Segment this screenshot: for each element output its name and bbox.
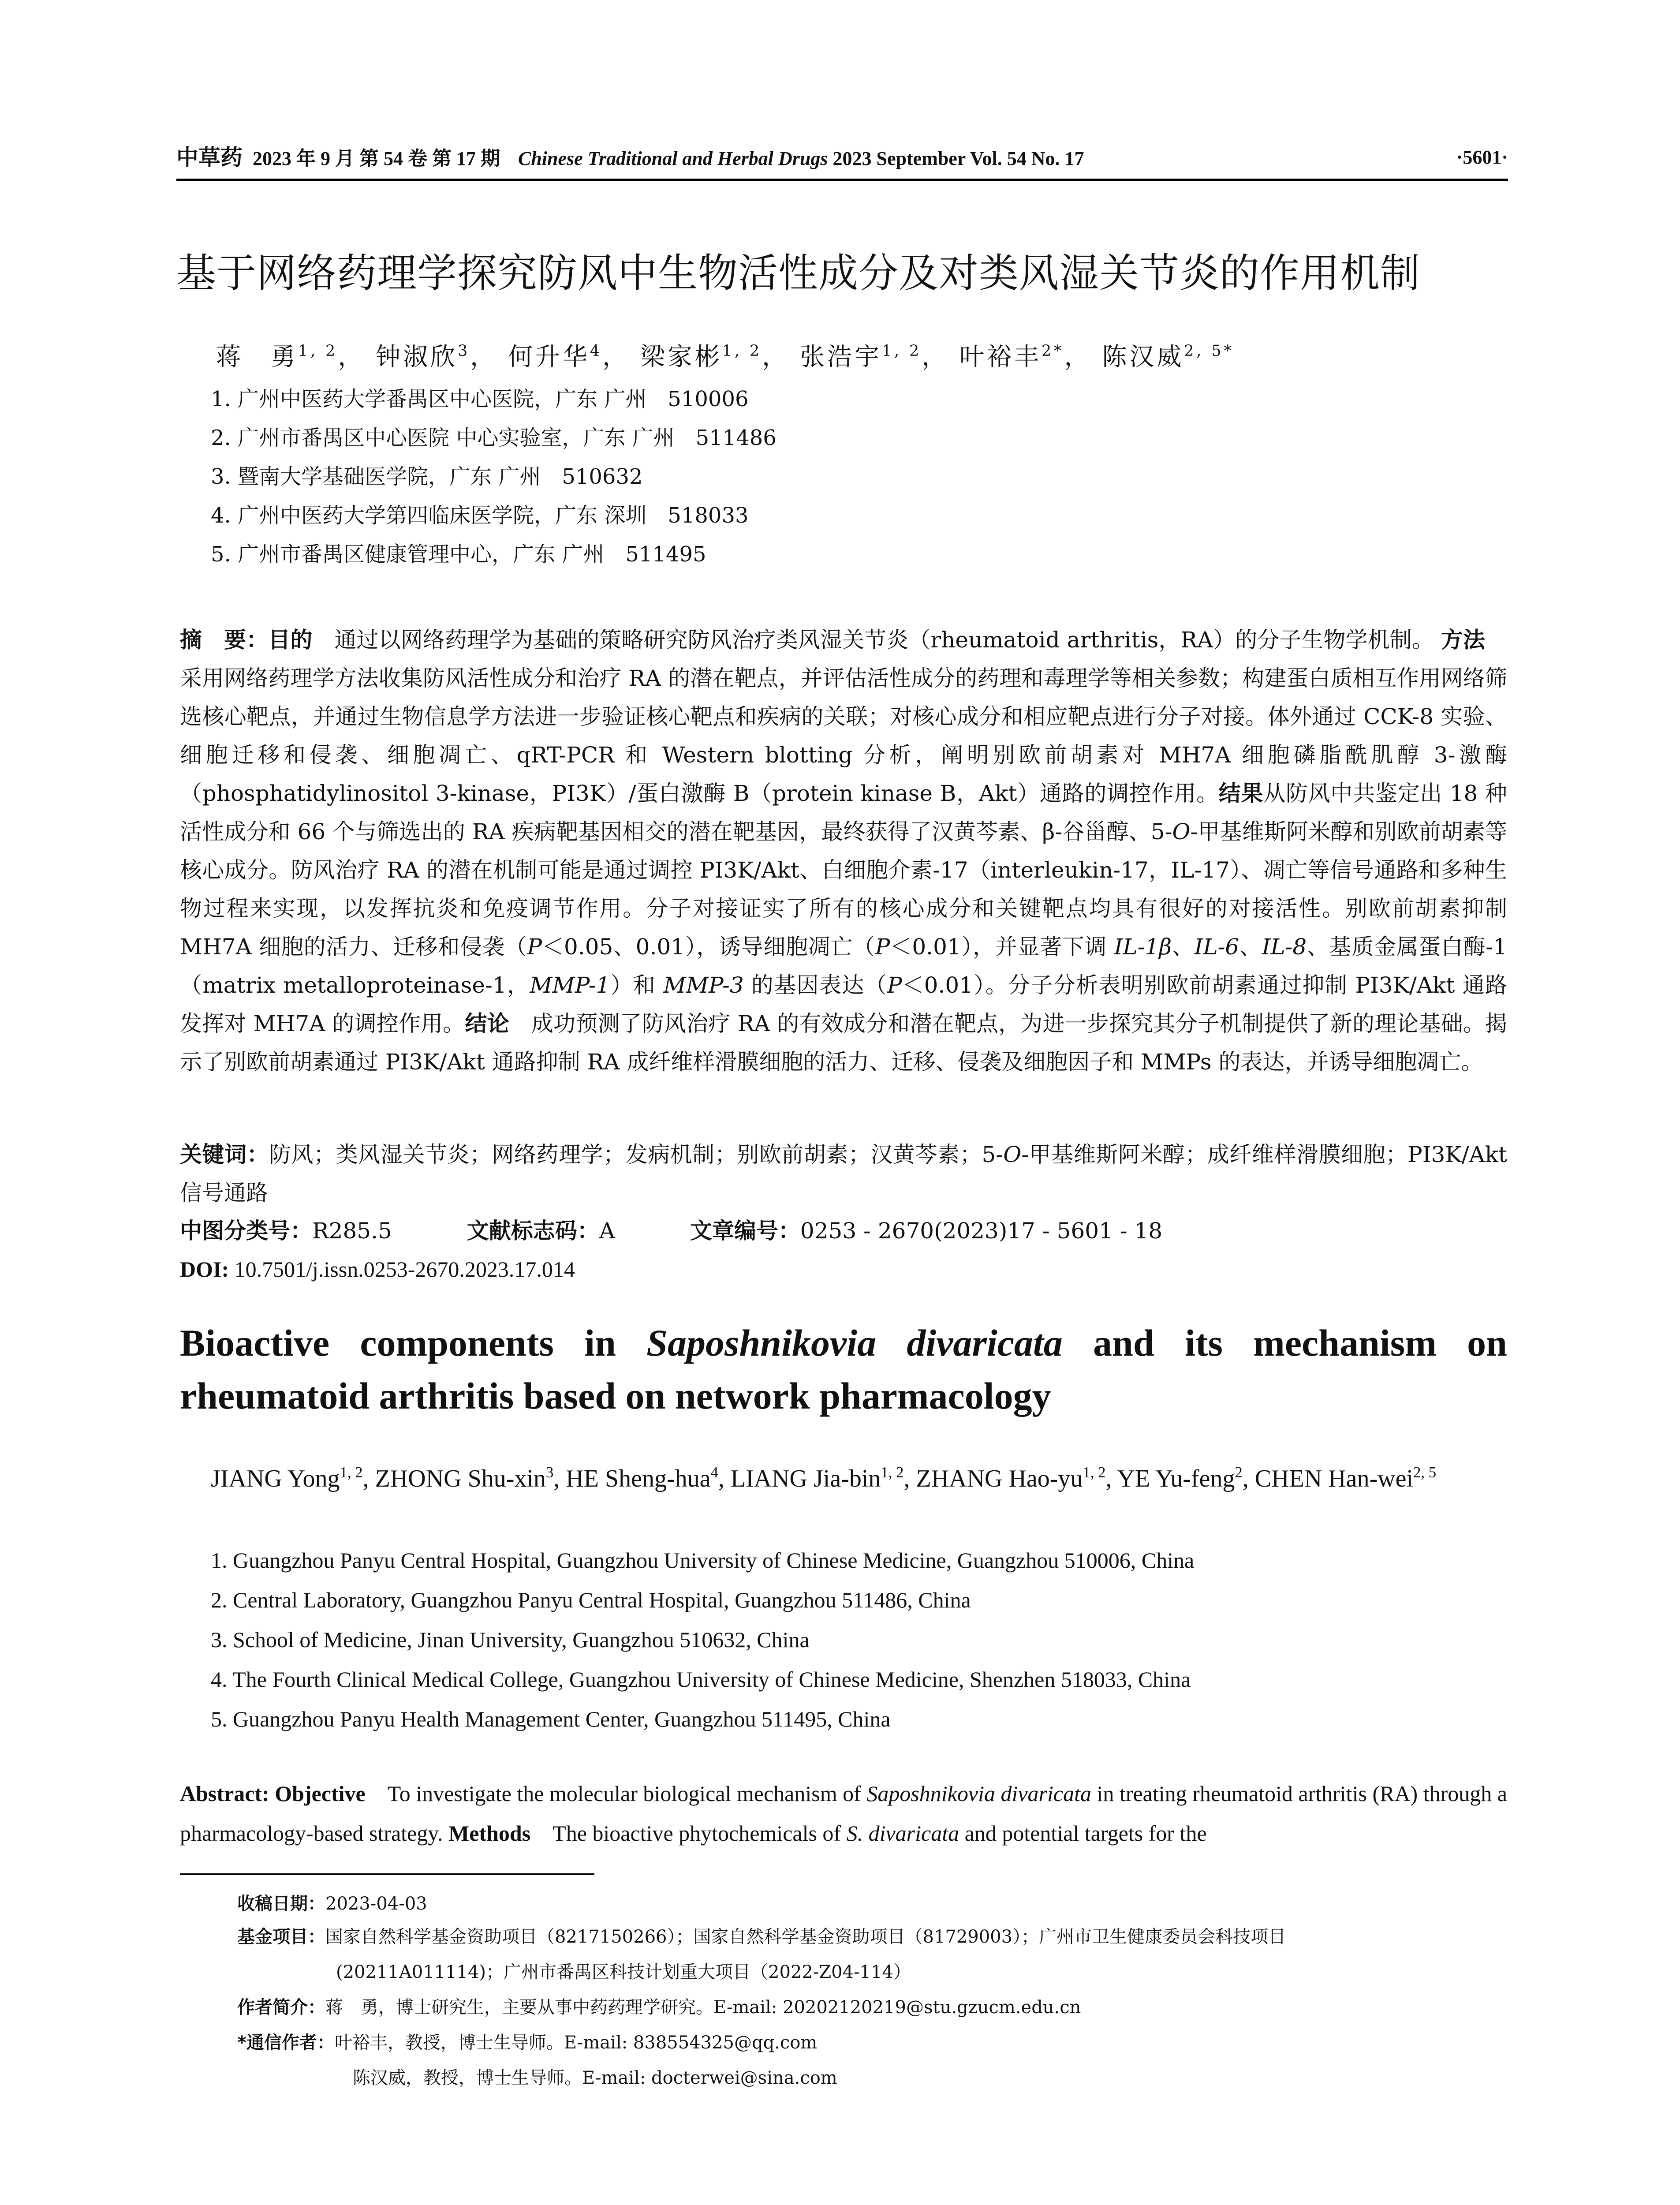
affiliation-en: 4. The Fourth Clinical Medical College, Guangzhou University of Chinese Medicine, Shenzhen 518033, China xyxy=(211,1667,1191,1692)
results-text: ＜0.01），并显著下调 xyxy=(890,934,1114,960)
affiliation-en: 1. Guangzhou Panyu Central Hospital, Guangzhou University of Chinese Medicine, Guangzhou 510006, China xyxy=(211,1548,1195,1573)
author-affil-sup: 1, 2 xyxy=(298,342,338,360)
footnote-corresponding xyxy=(237,2029,1507,2057)
journal-name-cn: 中草药 xyxy=(176,145,243,170)
gene-name: IL-8 xyxy=(1262,934,1307,960)
p-symbol: P xyxy=(875,934,890,960)
italic-o: O xyxy=(1003,1142,1022,1167)
p-symbol: P xyxy=(527,934,542,960)
doi-label: DOI: xyxy=(180,1257,229,1282)
author-affil-sup: 4 xyxy=(590,342,603,360)
clc-label: 中图分类号： xyxy=(180,1218,312,1244)
title-en xyxy=(180,1316,1507,1422)
author-en: JIANG Yong xyxy=(211,1465,340,1492)
gene-name: IL-1β xyxy=(1114,934,1172,960)
title-en-word: in xyxy=(584,1322,616,1364)
running-header xyxy=(176,142,1508,173)
objective-label: 目的 xyxy=(268,627,313,653)
footnote-received xyxy=(237,1890,1507,1918)
author-bio: 蒋 勇，博士研究生，主要从事中药药理学研究。E-mail: 20202120219@stu.gzucm.edu.cn xyxy=(325,1997,1081,2018)
methods-label: 方法 xyxy=(1441,627,1485,653)
results-text: ）和 xyxy=(610,972,664,998)
affiliation-en: 3. School of Medicine, Jinan University, Guangzhou 510632, China xyxy=(211,1627,810,1652)
separator: 、 xyxy=(1172,934,1195,960)
affiliation-cn: 5. 广州市番禺区健康管理中心，广东 广州 511495 xyxy=(211,542,706,567)
article-number-label: 文章编号： xyxy=(690,1218,800,1244)
fund-text: 国家自然科学基金资助项目（8217150266）；国家自然科学基金资助项目（81729003）；广州市卫生健康委员会科技项目 xyxy=(325,1927,1286,1947)
results-text: 的基因表达（ xyxy=(743,972,887,998)
species-name: Saposhnikovia divaricata xyxy=(866,1781,1091,1806)
footnote-fund-cont: (20211A011114)；广州市番禺区科技计划重大项目（2022-Z04-114） xyxy=(336,1962,911,1982)
fund-label: 基金项目： xyxy=(237,1927,325,1947)
results-text: -甲基维斯阿米醇和别欧前胡素等核心成分。防风治疗 RA 的潜在机制可能是通过调控 PI3K/Akt、白细胞介素-17（interleukin-17，IL-17）、凋亡等信号通路和多种生物过程来实现，以发挥抗炎和免疫调节作用。分子对接证实了所有的核心成分和关键靶点均具有很好的对接活性。别欧前胡素抑制 MH7A 细胞的活力、迁移和侵袭（ xyxy=(180,819,1507,960)
journal-name-en: Chinese Traditional and Herbal Drugs xyxy=(518,148,828,169)
header-rule xyxy=(176,179,1508,181)
title-en-word: and xyxy=(1093,1322,1154,1364)
author-cn: 张浩宇 xyxy=(799,343,882,371)
results-text: 从防风中共鉴定出 18 种活性成分和 66 个与筛选出的 RA 疾病靶基因相交的潜在靶基因，最终获得了汉黄芩素、β-谷甾醇、5- xyxy=(180,781,1507,845)
title-en-word: Bioactive xyxy=(180,1322,330,1364)
title-en-species: divaricata xyxy=(907,1322,1063,1364)
classification-line xyxy=(180,1212,1507,1250)
affiliation-cn: 2. 广州市番禺区中心医院 中心实验室，广东 广州 511486 xyxy=(211,426,777,450)
doc-code-value: A xyxy=(599,1218,615,1244)
author-affil-sup: 1, 2 xyxy=(722,342,762,360)
title-cn: 基于网络药理学探究防风中生物活性成分及对类风湿关节炎的作用机制 xyxy=(176,250,1420,296)
footnote-fund xyxy=(237,1923,1507,1951)
corresponding-2: 陈汉威，教授，博士生导师。E-mail: docterwei@sina.com xyxy=(353,2068,837,2088)
abstract-cn xyxy=(180,621,1507,1081)
author-en: ZHANG Hao-yu xyxy=(916,1465,1083,1492)
gene-name: MMP-1 xyxy=(530,972,610,998)
methods-en-label: Methods xyxy=(448,1821,531,1846)
author-affil-sup: 1, 2 xyxy=(881,1464,904,1481)
keywords-label: 关键词： xyxy=(180,1142,269,1167)
author-cn: 钟淑欣 xyxy=(376,343,458,371)
issue-info-cn: 2023 年 9 月 第 54 卷 第 17 期 xyxy=(253,148,500,169)
doc-code-label: 文献标志码： xyxy=(467,1218,599,1244)
results-text: ＜0.01）。分子分析表明别欧前胡素通过抑制 PI3K/Akt 通路发挥对 MH7A 的调控作用。 xyxy=(180,972,1507,1036)
title-en-word: mechanism xyxy=(1253,1322,1437,1364)
received-label: 收稿日期： xyxy=(237,1894,325,1914)
abstract-en xyxy=(180,1774,1507,1853)
species-name: S. divaricata xyxy=(846,1821,959,1846)
conclusion-text: 成功预测了防风治疗 RA 的有效成分和潜在靶点，为进一步探究其分子机制提供了新的理论基础。揭示了别欧前胡素通过 PI3K/Akt 通路抑制 RA 成纤维样滑膜细胞的活力、迁移、侵袭及细胞因子和 MMPs 的表达，并诱导细胞凋亡。 xyxy=(180,1011,1508,1075)
title-en-line2: rheumatoid arthritis based on network pharmacology xyxy=(180,1375,1051,1417)
keywords-text: 防风；类风湿关节炎；网络药理学；发病机制；别欧前胡素；汉黄芩素；5- xyxy=(269,1142,1004,1167)
author-cn: 梁家彬 xyxy=(640,343,722,371)
title-en-word: components xyxy=(360,1322,554,1364)
author-en: LIANG Jia-bin xyxy=(730,1465,881,1492)
italic-o: O xyxy=(1172,819,1191,845)
author-affil-sup: 2, 5 xyxy=(1413,1464,1437,1481)
author-en: HE Sheng-hua xyxy=(566,1465,711,1492)
article-number-value: 0253 - 2670(2023)17 - 5601 - 18 xyxy=(800,1218,1163,1244)
author-affil-sup: 3 xyxy=(458,342,470,360)
author-affil-sup: 1, 2 xyxy=(881,342,922,360)
footnote-rule xyxy=(180,1873,594,1875)
methods-text: 采用网络药理学方法收集防风活性成分和治疗 RA 的潜在靶点，并评估活性成分的药理和毒理学等相关参数；构建蛋白质相互作用网络筛选核心靶点，并通过生物信息学方法进一步验证核心靶点和疾病的关联；对核心成分和相应靶点进行分子对接。体外通过 CCK-8 实验、细胞迁移和侵袭、细胞凋亡、qRT-PCR 和 Western blotting 分析，阐明别欧前胡素对 MH7A 细胞磷脂酰肌醇 3-激酶（phosphatidylinositol 3-kinase，PI3K）/蛋白激酶 B（protein kinase B，Akt）通路的调控作用。 xyxy=(180,665,1507,806)
doi-line xyxy=(180,1250,1507,1289)
abstract-en-text: in treating rheumatoid arthritis (RA) through a pharmacology-based strategy. xyxy=(180,1781,1507,1846)
gene-name: MMP-3 xyxy=(663,972,744,998)
affiliation-en: 5. Guangzhou Panyu Health Management Center, Guangzhou 511495, China xyxy=(211,1707,891,1731)
corresponding-label: *通信作者： xyxy=(237,2033,335,2053)
author-cn: 陈汉威 xyxy=(1102,343,1184,371)
title-en-word: its xyxy=(1184,1322,1223,1364)
p-symbol: P xyxy=(887,972,902,998)
author-en: ZHONG Shu-xin xyxy=(375,1465,546,1492)
gene-name: IL-6 xyxy=(1194,934,1239,960)
received-date: 2023-04-03 xyxy=(325,1894,427,1914)
title-en-word: on xyxy=(1467,1322,1507,1364)
abstract-en-text: The bioactive phytochemicals of xyxy=(553,1821,847,1846)
affiliation-cn: 4. 广州中医药大学第四临床医学院，广东 深圳 518033 xyxy=(211,503,749,528)
author-affil-sup: 3 xyxy=(545,1464,554,1481)
author-affil-sup: 1, 2 xyxy=(340,1464,363,1481)
results-label: 结果 xyxy=(1218,781,1264,806)
page-number: ·5601· xyxy=(1456,146,1508,168)
author-affil-sup: 1, 2 xyxy=(1083,1464,1106,1481)
authors-cn: 蒋 勇$^{1, 2}$， 钟淑欣$^3$， 何升华$^4$， 梁家彬$^{1, 2}$， 张浩宇$^{1, 2}$， 叶裕丰$^{2*}$， 陈汉威$^{2, 5*}$ xyxy=(216,342,1234,371)
objective-text: 通过以网络药理学为基础的策略研究防风治疗类风湿关节炎（rheumatoid arthritis，RA）的分子生物学机制。 xyxy=(334,627,1434,653)
author-en: YE Yu-feng xyxy=(1117,1465,1235,1492)
conclusion-label: 结论 xyxy=(465,1011,509,1036)
author-cn: 蒋 勇 xyxy=(216,343,298,371)
abstract-label: 摘 要： xyxy=(180,627,269,653)
clc-value: R285.5 xyxy=(312,1218,392,1244)
title-en-species: Saposhnikovia xyxy=(646,1322,877,1364)
keywords-text: -甲基维斯阿米醇；成纤维样滑膜细胞；PI3K/Akt 信号通路 xyxy=(180,1142,1507,1206)
results-text: ＜0.05、0.01），诱导细胞凋亡（ xyxy=(542,934,875,960)
author-affil-sup: 4 xyxy=(710,1464,718,1481)
results-text: 、基质金属蛋白酶-1（matrix metalloproteinase-1， xyxy=(180,934,1507,998)
abstract-en-text: To investigate the molecular biological mechanism of xyxy=(387,1781,867,1806)
separator: 、 xyxy=(1239,934,1262,960)
abstract-en-text: and potential targets for the xyxy=(959,1821,1207,1846)
author-affil-sup: 2 xyxy=(1235,1464,1243,1481)
affiliation-cn: 3. 暨南大学基础医学院，广东 广州 510632 xyxy=(211,464,643,489)
authors-en: JIANG Yong$^{1, 2}$, ZHONG Shu-xin$^3$, HE Sheng-hua$^4$, LIANG Jia-bin$^{1, 2}$, ZHANG Hao-yu$^{1, 2}$, YE Yu-feng$^2$, CHEN Han-wei$^{2, 5}$ xyxy=(211,1464,1437,1492)
affiliation-en: 2. Central Laboratory, Guangzhou Panyu Central Hospital, Guangzhou 511486, China xyxy=(211,1588,971,1612)
author-cn: 何升华 xyxy=(508,343,590,371)
author-bio-label: 作者简介： xyxy=(237,1997,325,2018)
corresponding-1: 叶裕丰，教授，博士生导师。E-mail: 838554325@qq.com xyxy=(334,2033,818,2053)
author-cn: 叶裕丰 xyxy=(959,343,1042,371)
abstract-en-label: Abstract: Objective xyxy=(180,1781,366,1806)
author-affil-sup: 2, 5* xyxy=(1184,342,1234,360)
doi-value: 10.7501/j.issn.0253-2670.2023.17.014 xyxy=(234,1257,575,1282)
keywords-cn xyxy=(180,1136,1507,1212)
footnote-author xyxy=(237,1993,1507,2022)
issue-info-en: 2023 September Vol. 54 No. 17 xyxy=(833,148,1084,169)
affiliation-cn: 1. 广州中医药大学番禺区中心医院，广东 广州 510006 xyxy=(211,387,749,411)
author-en: CHEN Han-wei xyxy=(1254,1465,1413,1492)
author-affil-sup: 2* xyxy=(1042,342,1064,360)
